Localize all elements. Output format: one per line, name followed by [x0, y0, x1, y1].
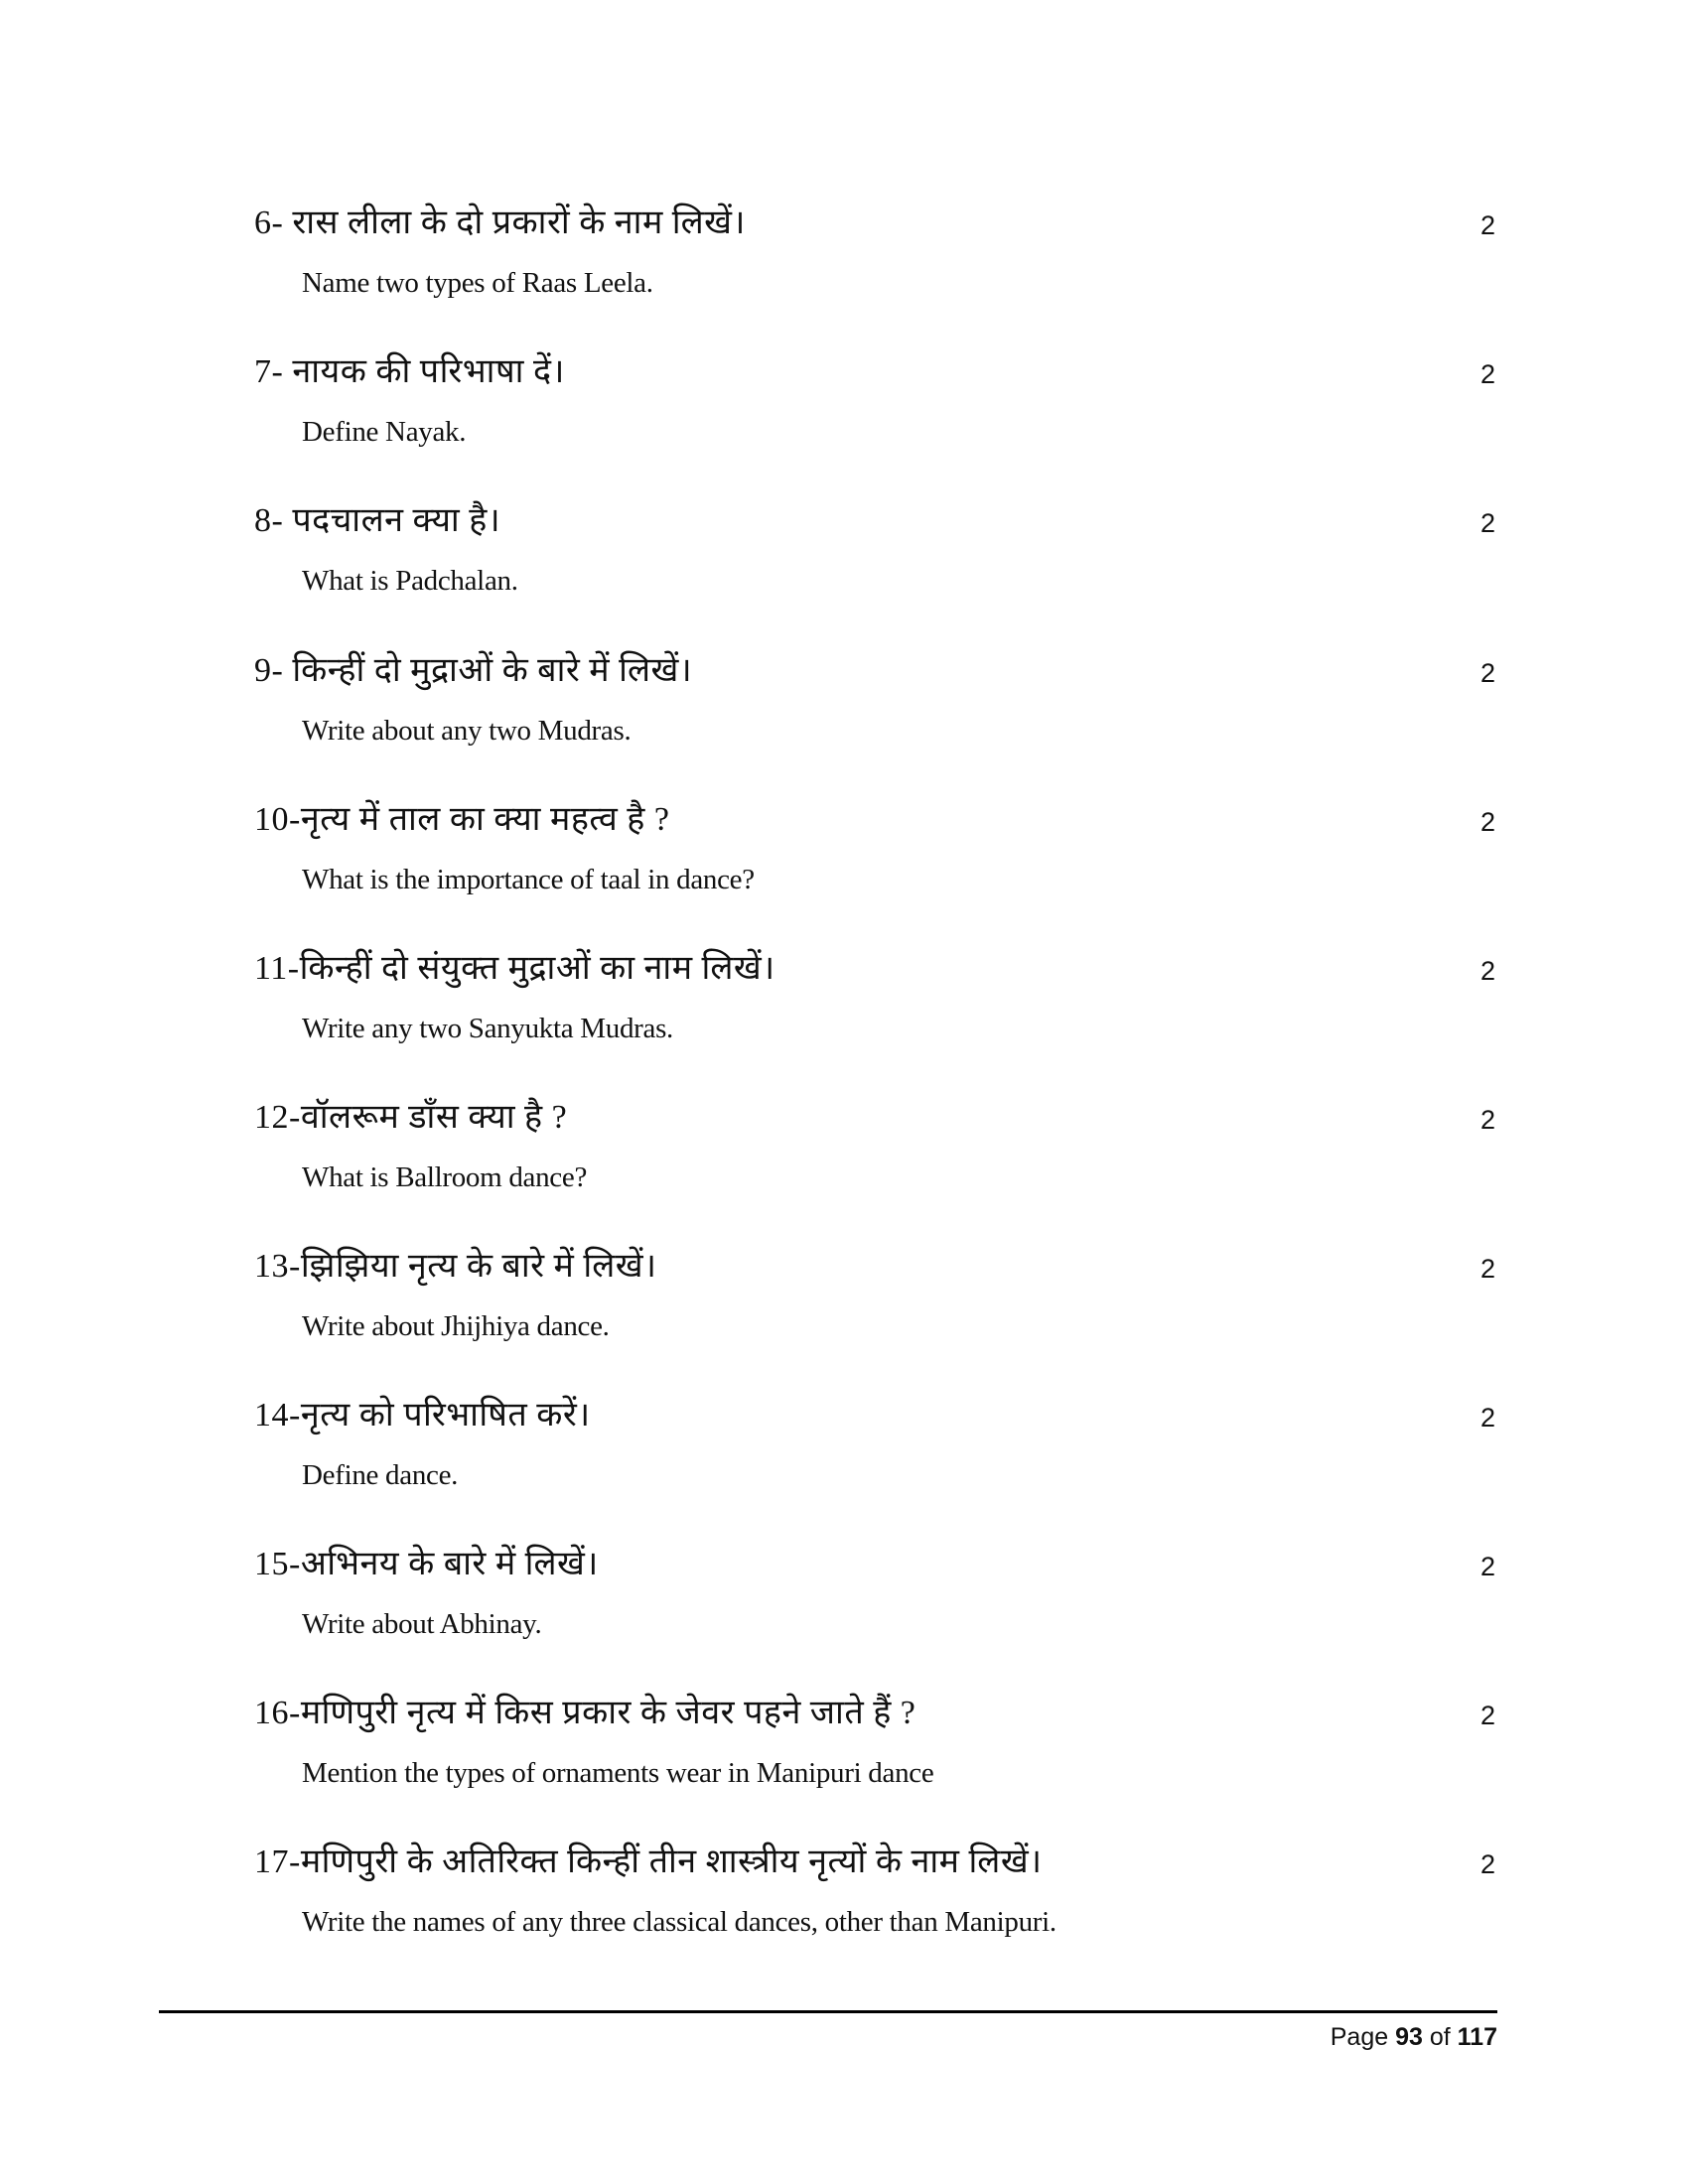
- question-hindi: [254, 501, 500, 541]
- question-number: 14-: [254, 1397, 301, 1433]
- total-pages: 117: [1457, 2023, 1497, 2051]
- question-marks: 2: [1479, 210, 1495, 240]
- current-page: 93: [1395, 2023, 1423, 2051]
- question-number: 8-: [254, 502, 293, 539]
- page-number: [1331, 2021, 1497, 2053]
- question-english: Define Nayak.: [302, 416, 467, 448]
- question-hindi-text: नायक की परिभाषा दें।: [292, 353, 565, 390]
- question-english: Write about Abhinay.: [302, 1608, 542, 1640]
- question-hindi-text: अभिनय के बारे में लिखें।: [300, 1546, 599, 1582]
- question-hindi: [254, 1694, 915, 1733]
- question-12: [254, 1098, 1495, 1247]
- question-english: Name two types of Raas Leela.: [302, 267, 653, 299]
- question-number: 10-: [254, 801, 301, 838]
- question-hindi: [254, 1098, 567, 1138]
- question-hindi: [254, 949, 775, 989]
- question-marks: 2: [1479, 807, 1495, 837]
- question-hindi-text: किन्हीं दो मुद्राओं के बारे में लिखें।: [292, 652, 693, 689]
- question-hindi-text: नृत्य में ताल का क्या महत्व है ?: [300, 801, 670, 838]
- question-hindi-text: नृत्य को परिभाषित करें।: [300, 1397, 591, 1433]
- question-16: [254, 1694, 1495, 1843]
- question-hindi-text: किन्हीं दो संयुक्त मुद्राओं का नाम लिखें।: [299, 950, 775, 987]
- question-number: 16-: [254, 1695, 301, 1731]
- question-number: 17-: [254, 1843, 301, 1880]
- question-9: [254, 651, 1495, 800]
- question-english: What is Ballroom dance?: [302, 1161, 588, 1193]
- question-english: Write about any two Mudras.: [302, 715, 632, 747]
- question-hindi-text: रास लीला के दो प्रकारों के नाम लिखें।: [292, 205, 746, 241]
- question-hindi: [254, 800, 669, 840]
- question-hindi: [254, 1247, 656, 1287]
- question-14: [254, 1396, 1495, 1545]
- page-label: Page: [1330, 2023, 1389, 2051]
- question-number: 15-: [254, 1546, 301, 1582]
- question-hindi: [254, 1545, 599, 1584]
- question-6: [254, 204, 1495, 352]
- question-hindi-text: झिझिया नृत्य के बारे में लिखें।: [300, 1248, 657, 1285]
- question-english: What is the importance of taal in dance?: [302, 864, 755, 895]
- question-marks: 2: [1479, 1849, 1495, 1879]
- question-11: [254, 949, 1495, 1098]
- question-hindi: [254, 352, 565, 392]
- question-hindi-text: मणिपुरी के अतिरिक्त किन्हीं तीन शास्त्रीय नृत्यों के नाम लिखें।: [300, 1843, 1043, 1880]
- question-hindi: [254, 1396, 591, 1435]
- question-marks: 2: [1479, 658, 1495, 688]
- question-hindi-text: मणिपुरी नृत्य में किस प्रकार के जेवर पहने जाते हैं ?: [300, 1695, 916, 1731]
- footer-divider: [159, 2010, 1497, 2013]
- question-marks: 2: [1479, 1701, 1495, 1730]
- question-15: [254, 1545, 1495, 1694]
- question-number: 11-: [254, 950, 300, 987]
- question-english: Mention the types of ornaments wear in Manipuri dance: [302, 1757, 934, 1789]
- question-english: What is Padchalan.: [302, 565, 518, 597]
- question-number: 12-: [254, 1099, 301, 1136]
- question-marks: 2: [1479, 508, 1495, 538]
- question-number: 6-: [254, 205, 293, 241]
- question-marks: 2: [1479, 1552, 1495, 1581]
- question-marks: 2: [1479, 1403, 1495, 1433]
- question-hindi-text: पदचालन क्या है।: [292, 502, 501, 539]
- question-13: [254, 1247, 1495, 1396]
- question-number: 9-: [254, 652, 293, 689]
- question-marks: 2: [1479, 1105, 1495, 1135]
- question-marks: 2: [1479, 1254, 1495, 1284]
- question-english: Write about Jhijhiya dance.: [302, 1310, 610, 1342]
- question-marks: 2: [1479, 359, 1495, 389]
- question-marks: 2: [1479, 956, 1495, 986]
- question-10: [254, 800, 1495, 949]
- question-17: [254, 1843, 1495, 1991]
- question-hindi: [254, 651, 692, 691]
- question-number: 7-: [254, 353, 293, 390]
- question-english: Write the names of any three classical dances, other than Manipuri.: [302, 1906, 1056, 1938]
- question-english: Write any two Sanyukta Mudras.: [302, 1013, 674, 1044]
- question-hindi: [254, 1843, 1043, 1882]
- question-number: 13-: [254, 1248, 301, 1285]
- question-hindi: [254, 204, 746, 243]
- question-8: [254, 501, 1495, 650]
- of-label: of: [1429, 2023, 1451, 2051]
- question-hindi-text: वॉलरूम डॉंस क्या है ?: [300, 1099, 568, 1136]
- question-english: Define dance.: [302, 1459, 459, 1491]
- question-7: [254, 352, 1495, 501]
